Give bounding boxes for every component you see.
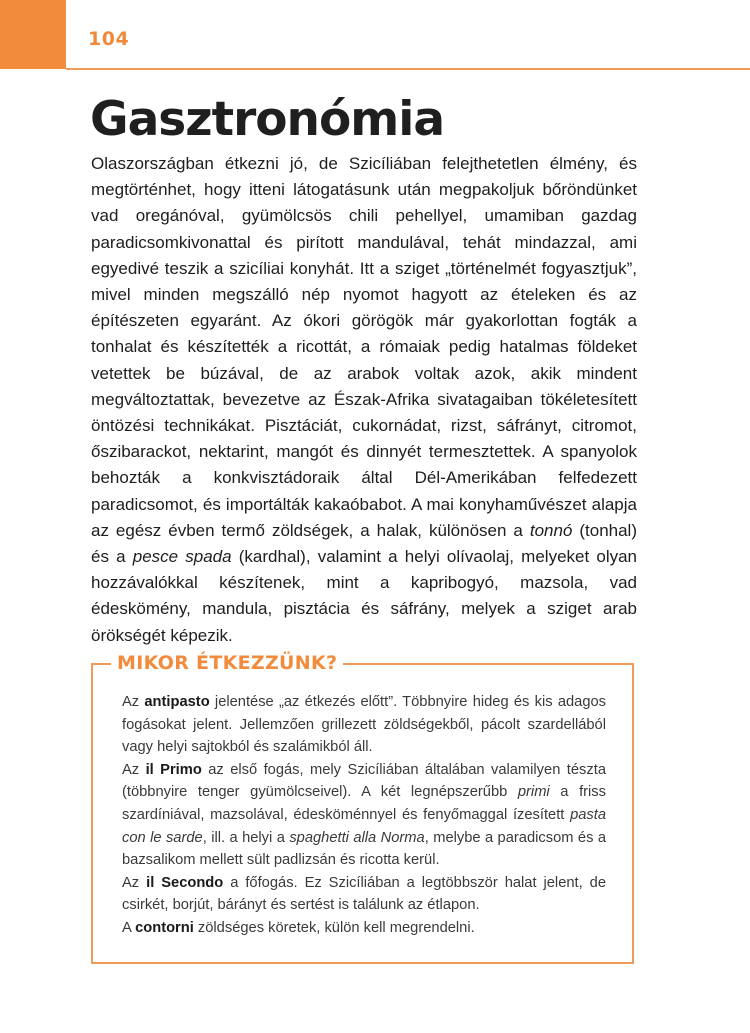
page-corner-tab: [0, 0, 66, 69]
text: a főfogás. Ez Szicíliában a legtöbbször halat jelent, de csirkét, borjút, bárányt és sertést is találunk az étlapon.: [122, 874, 606, 914]
italic-spaghetti-alla-norma: spaghetti alla Norma: [289, 829, 425, 846]
secondo-paragraph: [122, 872, 606, 917]
info-box-content: [122, 691, 606, 940]
text: zöldséges köretek, külön kell megrendelni.: [193, 919, 475, 936]
text: Az: [122, 694, 145, 710]
body-paragraph: [91, 151, 637, 649]
text: jelentése „az étkezés előtt”. Többnyire hideg és kis adagos fogásokat jelent. Jellemzően grillezett zöldségekből, pácolt szardellából vagy helyi sajtokból és szalámikból áll.: [122, 694, 606, 756]
text: A: [122, 919, 136, 936]
text: Az: [122, 761, 146, 778]
italic-pesce-spada: pesce spada: [132, 547, 232, 567]
italic-tonno: tonnó: [529, 520, 573, 540]
term-il-secondo: il Secondo: [146, 874, 224, 891]
italic-primi: primi: [517, 784, 550, 801]
text: , melybe a paradicsom és a bazsalikom mellett sült padlizsán és ricotta kerül.: [122, 829, 606, 869]
header-rule: [66, 68, 750, 70]
body-text-2: (tonhal) és a: [91, 520, 637, 567]
term-il-primo: il Primo: [145, 761, 202, 778]
italic-pasta-con-le-sarde: pasta con le sarde: [122, 806, 606, 846]
page-number: 104: [88, 28, 130, 50]
page-title: Gasztronómia: [90, 92, 445, 147]
text: az első fogás, mely Szicíliában általában valamilyen tészta (többnyire tenger gyümölcseivel). A két legnépszerűbb: [122, 761, 606, 801]
text: , ill. a helyi a: [202, 829, 290, 846]
info-box-title: MIKOR ÉTKEZZÜNK?: [111, 648, 343, 680]
text: a friss szardíniával, mazsolával, édesköménnyel és fenyőmaggal ízesített: [122, 784, 606, 823]
term-antipasto: antipasto: [144, 694, 210, 710]
body-text-1: Olaszországban étkezni jó, de Szicíliában felejthetetlen élmény, és megtörténhet, hogy itteni látogatásunk után megpakoljuk bőröndünket vad oregánóval, gyümölcsös chili pehellyel, umamiban gazdag paradicsomkivonattal és pirított mandulával, tehát mindazzal, ami egyedivé teszik a szicíliai konyhát. Itt a sziget „történelmét fogyasztjuk”, mivel minden megszálló nép nyomot hagyott az ételeken és az építészeten egyaránt. Az ókori görögök már gyakorlottan fogták a tonhalat és készítették a ricottát, a rómaiak pedig hatalmas földeket vetettek be búzával, de az arabok voltak azok, akik mindent megváltoztattak, bevezetve az Észak-Afrika sivatagaiban tökéletesített öntözési technikákat. Pisztáciát, cukornádat, rizst, sáfrányt, citromot, őszibarackot, nektarint, mangót és dinnyét termesztettek. A spanyolok behozták a konkvisztádoraik által Dél-Amerikában felfedezett paradicsomot, és importálták kakaóbabot. A mai konyhaművészet alapja az egész évben termő zöldségek, a halak, különösen a: [91, 154, 637, 540]
antipasto-paragraph: [122, 691, 606, 759]
text: Az: [122, 874, 147, 891]
term-contorni: contorni: [135, 919, 194, 936]
body-text-3: (kardhal), valamint a helyi olívaolaj, melyeket olyan hozzávalókkal készítenek, mint a kapribogyó, mazsola, vad édeskömény, mandula, pisztácia és sáfrány, melyek a sziget arab örökségét képezik.: [91, 547, 638, 645]
contorni-paragraph: [122, 917, 606, 940]
primo-paragraph: [122, 759, 606, 872]
